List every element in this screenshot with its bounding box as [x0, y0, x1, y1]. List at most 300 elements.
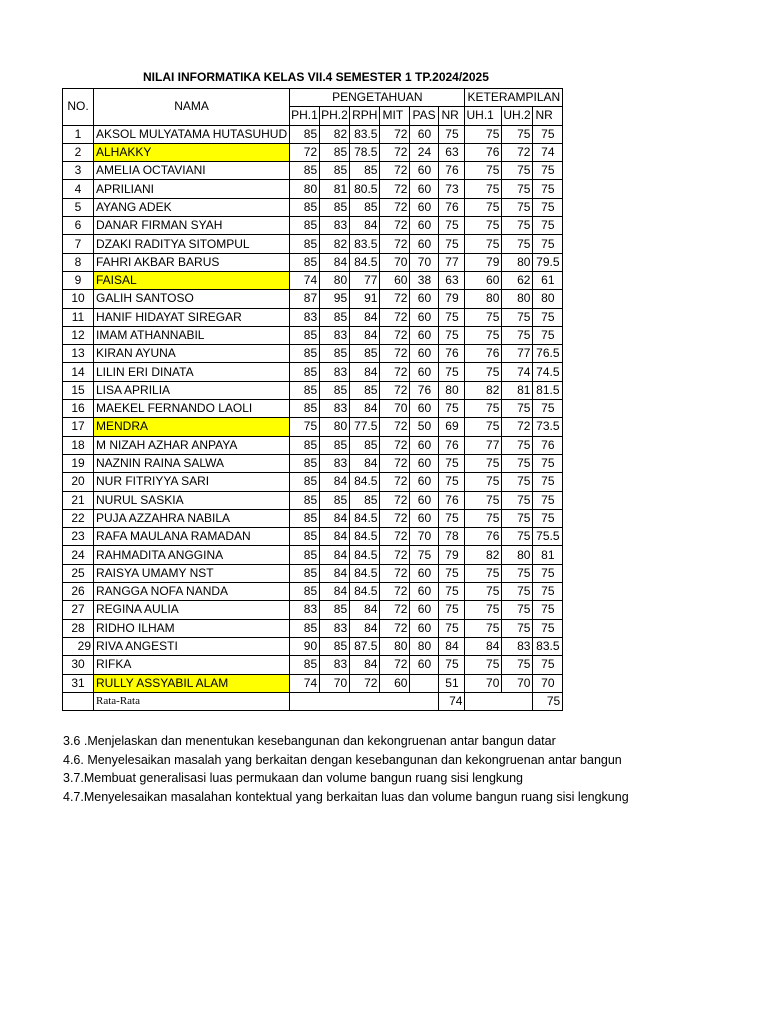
cell-no: 19 — [63, 454, 94, 472]
cell-pas: 50 — [410, 418, 439, 436]
cell-mit: 72 — [380, 454, 410, 472]
cell-ph1: 85 — [290, 583, 320, 601]
table-row — [63, 345, 563, 363]
cell-ph2: 82 — [320, 235, 350, 253]
table-row — [63, 290, 563, 308]
cell-uh2: 81 — [502, 381, 533, 399]
cell-uh1: 75 — [465, 509, 502, 527]
cell-uh2: 80 — [502, 546, 533, 564]
cell-mit: 70 — [380, 400, 410, 418]
cell-rph: 84 — [350, 601, 380, 619]
cell-mit: 72 — [380, 473, 410, 491]
cell-ph2: 85 — [320, 345, 350, 363]
cell-nr: 75 — [439, 656, 465, 674]
cell-nama: AKSOL MULYATAMA HUTASUHUD — [94, 125, 290, 143]
table-row — [63, 271, 563, 289]
cell-uh2: 75 — [502, 326, 533, 344]
cell-ph1: 85 — [290, 253, 320, 271]
cell-no: 9 — [63, 271, 94, 289]
table-row — [63, 454, 563, 472]
cell-rph: 83.5 — [350, 125, 380, 143]
cell-pas: 60 — [410, 326, 439, 344]
cell-nama: APRILIANI — [94, 180, 290, 198]
cell-nama: IMAM ATHANNABIL — [94, 326, 290, 344]
cell-uh2: 75 — [502, 454, 533, 472]
cell-mit: 72 — [380, 143, 410, 161]
table-row — [63, 619, 563, 637]
cell-uh2: 62 — [502, 271, 533, 289]
cell-uh1: 75 — [465, 180, 502, 198]
cell-nama: M NIZAH AZHAR ANPAYA — [94, 436, 290, 454]
cell-ph1: 85 — [290, 454, 320, 472]
cell-uh1: 75 — [465, 418, 502, 436]
cell-nama: RAISYA UMAMY NST — [94, 564, 290, 582]
cell-nama: PUJA AZZAHRA NABILA — [94, 509, 290, 527]
cell-nr2: 75 — [533, 162, 563, 180]
cell-ph1: 83 — [290, 308, 320, 326]
table-row — [63, 509, 563, 527]
cell-mit: 72 — [380, 491, 410, 509]
table-row — [63, 180, 563, 198]
cell-nr2: 75 — [533, 326, 563, 344]
cell-nama: LILIN ERI DINATA — [94, 363, 290, 381]
cell-nama: RIDHO ILHAM — [94, 619, 290, 637]
table-row — [63, 308, 563, 326]
cell-uh1: 75 — [465, 583, 502, 601]
cell-pas: 60 — [410, 162, 439, 180]
table-row — [63, 473, 563, 491]
cell-uh1: 76 — [465, 528, 502, 546]
cell-uh2: 72 — [502, 143, 533, 161]
cell-mit: 60 — [380, 674, 410, 692]
cell-nr2: 79.5 — [533, 253, 563, 271]
cell-nr: 75 — [439, 601, 465, 619]
cell-no: 3 — [63, 162, 94, 180]
cell-pas: 60 — [410, 509, 439, 527]
cell-nr: 79 — [439, 290, 465, 308]
cell-ph1: 72 — [290, 143, 320, 161]
cell-mit: 72 — [380, 290, 410, 308]
cell-uh2: 70 — [502, 674, 533, 692]
cell-nr: 76 — [439, 345, 465, 363]
cell-nama: NURUL SASKIA — [94, 491, 290, 509]
header-rph: RPH — [350, 107, 380, 125]
cell-nr: 76 — [439, 162, 465, 180]
cell-pas: 60 — [410, 125, 439, 143]
cell-ph1: 87 — [290, 290, 320, 308]
table-row — [63, 326, 563, 344]
cell-nr2: 61 — [533, 271, 563, 289]
cell-ph2: 83 — [320, 217, 350, 235]
table-row — [63, 162, 563, 180]
cell-nr2: 81 — [533, 546, 563, 564]
cell-ph1: 85 — [290, 564, 320, 582]
cell-pas: 60 — [410, 400, 439, 418]
cell-nr2: 75 — [533, 125, 563, 143]
cell-nama: NUR FITRIYYA SARI — [94, 473, 290, 491]
cell-nr: 75 — [439, 217, 465, 235]
cell-ph1: 75 — [290, 418, 320, 436]
cell-mit: 72 — [380, 217, 410, 235]
cell-uh2: 80 — [502, 290, 533, 308]
cell-nama: RANGGA NOFA NANDA — [94, 583, 290, 601]
cell-nr2: 75 — [533, 217, 563, 235]
cell-nr2: 75.5 — [533, 528, 563, 546]
cell-nr2: 83.5 — [533, 637, 563, 655]
cell-mit: 72 — [380, 308, 410, 326]
competency-notes — [63, 732, 629, 806]
cell-nr: 79 — [439, 546, 465, 564]
cell-rph: 84 — [350, 619, 380, 637]
cell-rph: 77.5 — [350, 418, 380, 436]
note-item: 4.6. Menyelesaikan masalah yang berkaitan dengan kesebangunan dan kekongruenan antar bangun — [63, 752, 622, 767]
table-row — [63, 235, 563, 253]
cell-mit: 72 — [380, 546, 410, 564]
cell-ph2: 83 — [320, 400, 350, 418]
cell-pas: 75 — [410, 546, 439, 564]
cell-nr: 77 — [439, 253, 465, 271]
cell-no: 15 — [63, 381, 94, 399]
sheet-title: NILAI INFORMATIKA KELAS VII.4 SEMESTER 1 TP.2024/2025 — [143, 70, 489, 84]
cell-nr: 80 — [439, 381, 465, 399]
cell-uh1: 60 — [465, 271, 502, 289]
cell-pas: 38 — [410, 271, 439, 289]
cell-ph2: 83 — [320, 619, 350, 637]
cell-nr: 75 — [439, 454, 465, 472]
cell-ph1: 85 — [290, 528, 320, 546]
cell-ph1: 85 — [290, 656, 320, 674]
cell-rph: 84.5 — [350, 253, 380, 271]
cell-rph: 80.5 — [350, 180, 380, 198]
cell-nr: 75 — [439, 583, 465, 601]
cell-uh1: 82 — [465, 546, 502, 564]
cell-ph1: 85 — [290, 491, 320, 509]
cell-nr: 73 — [439, 180, 465, 198]
cell-nama: RULLY ASSYABIL ALAM — [94, 674, 290, 692]
cell-uh2: 80 — [502, 253, 533, 271]
cell-rph: 85 — [350, 345, 380, 363]
cell-mit: 72 — [380, 235, 410, 253]
cell-pas: 60 — [410, 180, 439, 198]
cell-uh2: 74 — [502, 363, 533, 381]
header-no: NO. — [63, 89, 94, 126]
cell-no: 7 — [63, 235, 94, 253]
cell-uh2: 75 — [502, 491, 533, 509]
cell-ph2: 80 — [320, 418, 350, 436]
cell-nama: DZAKI RADITYA SITOMPUL — [94, 235, 290, 253]
header-nr: NR — [439, 107, 465, 125]
cell-mit: 72 — [380, 363, 410, 381]
cell-no: 30 — [63, 656, 94, 674]
cell-nama: RAFA MAULANA RAMADAN — [94, 528, 290, 546]
cell-rph: 84 — [350, 656, 380, 674]
cell-ph1: 85 — [290, 326, 320, 344]
cell-mit: 72 — [380, 180, 410, 198]
table-row — [63, 198, 563, 216]
cell-uh1: 77 — [465, 436, 502, 454]
header-pengetahuan: PENGETAHUAN — [290, 89, 465, 107]
cell-ph2: 84 — [320, 253, 350, 271]
cell-nr2: 76.5 — [533, 345, 563, 363]
cell-uh1: 76 — [465, 345, 502, 363]
cell-uh1: 75 — [465, 308, 502, 326]
cell-no: 11 — [63, 308, 94, 326]
cell-rph: 85 — [350, 198, 380, 216]
cell-mit: 72 — [380, 601, 410, 619]
cell-nr2: 75 — [533, 235, 563, 253]
cell-nama: NAZNIN RAINA SALWA — [94, 454, 290, 472]
cell-ph1: 85 — [290, 125, 320, 143]
cell-pas: 60 — [410, 619, 439, 637]
cell-mit: 72 — [380, 162, 410, 180]
cell-ph1: 85 — [290, 436, 320, 454]
cell-nama: MENDRA — [94, 418, 290, 436]
cell-no: 4 — [63, 180, 94, 198]
header-uh1: UH.1 — [465, 107, 502, 125]
cell-uh1: 75 — [465, 656, 502, 674]
cell-no: 31 — [63, 674, 94, 692]
table-row — [63, 564, 563, 582]
cell-nr2: 75 — [533, 180, 563, 198]
cell-uh2: 75 — [502, 162, 533, 180]
cell-ph2: 84 — [320, 546, 350, 564]
cell-no: 6 — [63, 217, 94, 235]
cell-uh1: 75 — [465, 454, 502, 472]
cell-no: 21 — [63, 491, 94, 509]
cell-uh1: 76 — [465, 143, 502, 161]
cell-uh1: 75 — [465, 601, 502, 619]
cell-ph2: 85 — [320, 162, 350, 180]
cell-pas: 70 — [410, 253, 439, 271]
cell-no: 1 — [63, 125, 94, 143]
cell-nama: FAISAL — [94, 271, 290, 289]
cell-pas: 60 — [410, 583, 439, 601]
table-row — [63, 125, 563, 143]
cell-nr: 75 — [439, 400, 465, 418]
cell-ph2: 83 — [320, 363, 350, 381]
cell-ph1: 85 — [290, 217, 320, 235]
cell-nr2: 73.5 — [533, 418, 563, 436]
table-row — [63, 217, 563, 235]
cell-nr2: 74.5 — [533, 363, 563, 381]
cell-nr2: 75 — [533, 308, 563, 326]
cell-rph: 91 — [350, 290, 380, 308]
cell-no: 24 — [63, 546, 94, 564]
cell-no: 14 — [63, 363, 94, 381]
cell-pas: 60 — [410, 308, 439, 326]
cell-rph: 72 — [350, 674, 380, 692]
cell-ph2: 84 — [320, 473, 350, 491]
cell-nama: RIVA ANGESTI — [94, 637, 290, 655]
cell-ph1: 80 — [290, 180, 320, 198]
cell-uh1: 84 — [465, 637, 502, 655]
cell-uh2: 75 — [502, 400, 533, 418]
cell-no: 5 — [63, 198, 94, 216]
table-row — [63, 436, 563, 454]
cell-uh2: 75 — [502, 509, 533, 527]
cell-uh2: 75 — [502, 180, 533, 198]
cell-ph2: 85 — [320, 601, 350, 619]
cell-no: 20 — [63, 473, 94, 491]
cell-pas: 70 — [410, 528, 439, 546]
cell-pas: 60 — [410, 198, 439, 216]
cell-nama: ALHAKKY — [94, 143, 290, 161]
table-body — [63, 125, 563, 692]
cell-nr2: 75 — [533, 619, 563, 637]
cell-pas: 60 — [410, 656, 439, 674]
cell-rph: 84 — [350, 454, 380, 472]
cell-mit: 72 — [380, 418, 410, 436]
cell-nr: 75 — [439, 125, 465, 143]
cell-ph2: 95 — [320, 290, 350, 308]
cell-rph: 85 — [350, 162, 380, 180]
cell-uh1: 75 — [465, 564, 502, 582]
cell-nr2: 74 — [533, 143, 563, 161]
cell-nama: GALIH SANTOSO — [94, 290, 290, 308]
cell-pas: 80 — [410, 637, 439, 655]
average-row — [63, 692, 563, 710]
header-pas: PAS — [410, 107, 439, 125]
cell-uh1: 75 — [465, 217, 502, 235]
cell-no: 23 — [63, 528, 94, 546]
cell-ph1: 85 — [290, 381, 320, 399]
header-mit: MIT — [380, 107, 410, 125]
cell-ph1: 85 — [290, 235, 320, 253]
cell-mit: 72 — [380, 436, 410, 454]
cell-no: 26 — [63, 583, 94, 601]
cell-rph: 85 — [350, 436, 380, 454]
cell-ph2: 85 — [320, 436, 350, 454]
cell-no: 18 — [63, 436, 94, 454]
cell-nr: 75 — [439, 235, 465, 253]
cell-nr2: 80 — [533, 290, 563, 308]
cell-no: 12 — [63, 326, 94, 344]
cell-rph: 84 — [350, 363, 380, 381]
cell-mit: 80 — [380, 637, 410, 655]
cell-uh1: 75 — [465, 400, 502, 418]
cell-rph: 84 — [350, 308, 380, 326]
cell-nr: 75 — [439, 473, 465, 491]
cell-rph: 84.5 — [350, 564, 380, 582]
cell-pas: 60 — [410, 473, 439, 491]
cell-rph: 84 — [350, 400, 380, 418]
cell-mit: 72 — [380, 583, 410, 601]
table-row — [63, 363, 563, 381]
cell-uh2: 75 — [502, 235, 533, 253]
header-nama: NAMA — [94, 89, 290, 126]
cell-pas: 60 — [410, 345, 439, 363]
table-row — [63, 637, 563, 655]
cell-pas: 60 — [410, 491, 439, 509]
table-row — [63, 601, 563, 619]
cell-uh1: 75 — [465, 235, 502, 253]
cell-nama: LISA APRILIA — [94, 381, 290, 399]
cell-pas: 60 — [410, 436, 439, 454]
cell-nama: HANIF HIDAYAT SIREGAR — [94, 308, 290, 326]
cell-ph1: 90 — [290, 637, 320, 655]
cell-uh1: 80 — [465, 290, 502, 308]
cell-nr2: 75 — [533, 400, 563, 418]
cell-nr2: 70 — [533, 674, 563, 692]
cell-nr: 75 — [439, 326, 465, 344]
cell-no: 22 — [63, 509, 94, 527]
cell-nr: 75 — [439, 619, 465, 637]
cell-rph: 84.5 — [350, 583, 380, 601]
cell-pas: 76 — [410, 381, 439, 399]
cell-ph1: 85 — [290, 400, 320, 418]
cell-rph: 84.5 — [350, 546, 380, 564]
cell-no: 17 — [63, 418, 94, 436]
cell-nr: 51 — [439, 674, 465, 692]
header-keterampilan: KETERAMPILAN — [465, 89, 563, 107]
cell-pas: 60 — [410, 290, 439, 308]
note-item: 3.6 .Menjelaskan dan menentukan kesebangunan dan kekongruenan antar bangun datar — [63, 734, 556, 748]
cell-pas: 24 — [410, 143, 439, 161]
cell-no: 10 — [63, 290, 94, 308]
average-nr2: 75 — [533, 692, 563, 710]
cell-ph2: 84 — [320, 528, 350, 546]
cell-uh1: 75 — [465, 125, 502, 143]
cell-nr2: 75 — [533, 473, 563, 491]
cell-ph2: 70 — [320, 674, 350, 692]
cell-pas: 60 — [410, 363, 439, 381]
table-row — [63, 656, 563, 674]
cell-pas — [410, 674, 439, 692]
cell-ph1: 85 — [290, 363, 320, 381]
cell-nr: 76 — [439, 491, 465, 509]
cell-no: 13 — [63, 345, 94, 363]
cell-mit: 72 — [380, 528, 410, 546]
cell-mit: 72 — [380, 198, 410, 216]
cell-ph2: 85 — [320, 637, 350, 655]
table-row — [63, 253, 563, 271]
cell-ph2: 85 — [320, 491, 350, 509]
cell-nr2: 75 — [533, 656, 563, 674]
cell-rph: 87.5 — [350, 637, 380, 655]
cell-rph: 84 — [350, 326, 380, 344]
cell-uh2: 75 — [502, 564, 533, 582]
cell-ph2: 85 — [320, 308, 350, 326]
cell-nr2: 75 — [533, 601, 563, 619]
cell-ph2: 83 — [320, 656, 350, 674]
cell-uh1: 70 — [465, 674, 502, 692]
cell-no: 27 — [63, 601, 94, 619]
cell-nr: 75 — [439, 564, 465, 582]
cell-nr: 75 — [439, 509, 465, 527]
cell-nama: RAHMADITA ANGGINA — [94, 546, 290, 564]
cell-ph1: 85 — [290, 345, 320, 363]
cell-no: 29 — [63, 637, 94, 655]
cell-nama: RIFKA — [94, 656, 290, 674]
cell-pas: 60 — [410, 454, 439, 472]
cell-uh2: 77 — [502, 345, 533, 363]
cell-uh1: 75 — [465, 473, 502, 491]
cell-no: 28 — [63, 619, 94, 637]
cell-nr2: 75 — [533, 491, 563, 509]
cell-nr2: 75 — [533, 564, 563, 582]
cell-nr2: 75 — [533, 583, 563, 601]
cell-mit: 72 — [380, 656, 410, 674]
cell-uh1: 75 — [465, 491, 502, 509]
cell-ph1: 85 — [290, 162, 320, 180]
cell-nama: KIRAN AYUNA — [94, 345, 290, 363]
cell-rph: 84 — [350, 217, 380, 235]
cell-nr: 63 — [439, 271, 465, 289]
cell-uh1: 79 — [465, 253, 502, 271]
cell-ph2: 82 — [320, 125, 350, 143]
cell-mit: 72 — [380, 345, 410, 363]
cell-ph1: 85 — [290, 473, 320, 491]
